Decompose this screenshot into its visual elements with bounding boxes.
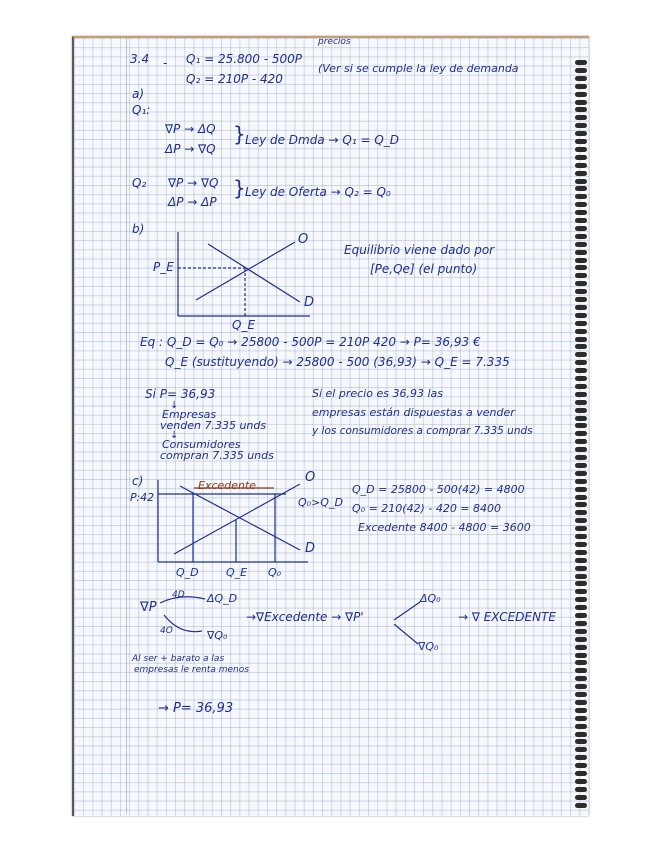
spiral-ring [575, 313, 587, 318]
price-42-label: P:42 [130, 491, 155, 504]
spiral-ring [575, 558, 587, 563]
ley-oferta: Ley de Oferta → Q₂ = Q₀ [245, 185, 391, 199]
spiral-ring [575, 447, 587, 452]
supply-label-c: O [305, 470, 316, 485]
spiral-ring [575, 526, 587, 531]
spiral-ring [575, 463, 587, 468]
tag-4d: 4D [172, 590, 185, 600]
spiral-ring [575, 179, 587, 184]
spiral-ring [575, 202, 587, 207]
spiral-ring [575, 518, 587, 523]
nabla-qo: ∇Q₀ [207, 629, 228, 642]
calc-qd: Q_D = 25800 - 500(42) = 4800 [352, 483, 525, 496]
demand-label: D [304, 295, 315, 310]
spiral-ring [575, 352, 587, 357]
spiral-ring [575, 131, 587, 136]
demand-rule-1: ∇P → ΔQ [165, 122, 216, 136]
spiral-ring [575, 747, 587, 752]
delta-qo-2: ΔQ₀ [420, 592, 441, 605]
nabla-qo-2: ∇Q₀ [418, 640, 439, 653]
spiral-ring [575, 550, 587, 555]
qe-label: Q_E [232, 318, 256, 332]
spiral-ring [575, 115, 587, 120]
spiral-ring [575, 423, 587, 428]
spiral-ring [575, 265, 587, 270]
spiral-ring [575, 755, 587, 760]
explicacion-3: y los consumidores a comprar 7.335 unds [312, 425, 533, 437]
spiral-ring [575, 668, 587, 673]
spiral-ring [575, 739, 587, 744]
spiral-ring [575, 605, 587, 610]
supply-rule-1: ∇P → ∇Q [168, 176, 219, 190]
spiral-ring [575, 637, 587, 642]
equilibrium-text-1: Equilibrio viene dado por [344, 243, 495, 257]
qo-axis-label: Q₀ [268, 566, 282, 579]
spiral-ring [575, 123, 587, 128]
spiral-ring [575, 613, 587, 618]
spiral-ring [575, 360, 587, 365]
spiral-ring [575, 297, 587, 302]
spiral-ring [575, 60, 587, 65]
spiral-ring [575, 589, 587, 594]
spiral-ring [575, 194, 587, 199]
spiral-ring [575, 581, 587, 586]
calc-qo: Q₀ = 210(42) - 420 = 8400 [352, 502, 502, 515]
spiral-ring [575, 629, 587, 634]
nota-renta: empresas le renta menos [134, 665, 249, 675]
spiral-ring [575, 226, 587, 231]
spiral-ring [575, 502, 587, 507]
spiral-ring [575, 250, 587, 255]
spiral-ring [575, 234, 587, 239]
spiral-ring [575, 455, 587, 460]
spiral-ring [575, 471, 587, 476]
spiral-ring [575, 155, 587, 160]
equilibrium-equation: Eq : Q_D = Q₀ → 25800 - 500P = 210P 420 → P= 36,93 € [140, 335, 481, 349]
spiral-ring [575, 732, 587, 737]
supply-rule-2: ΔP → ΔP [168, 195, 217, 209]
spiral-ring [575, 495, 587, 500]
demand-equation: Q₁ = 25.800 - 500P [186, 52, 303, 66]
spiral-ring [575, 439, 587, 444]
spiral-ring [575, 431, 587, 436]
spiral-ring [575, 771, 587, 776]
spiral-ring [575, 487, 587, 492]
spiral-ring [575, 329, 587, 334]
spiral-ring [575, 139, 587, 144]
part-b-label: b) [132, 222, 145, 236]
part-a-label: a) [132, 87, 145, 101]
spiral-ring [575, 242, 587, 247]
explicacion-1: Si el precio es 36,93 las [312, 387, 443, 400]
spiral-ring [575, 803, 587, 808]
empresas-label: Empresas [162, 408, 217, 421]
spiral-ring [575, 700, 587, 705]
brace-supply: } [233, 176, 246, 200]
spiral-ring [575, 218, 587, 223]
spiral-ring [575, 653, 587, 658]
spiral-ring [575, 384, 587, 389]
spiral-ring [575, 779, 587, 784]
spiral-ring [575, 210, 587, 215]
nabla-excedente-2: → ∇ EXCEDENTE [458, 610, 556, 624]
spiral-ring [575, 708, 587, 713]
spiral-ring [575, 597, 587, 602]
tag-4o: 4O [160, 626, 173, 636]
equilibrium-quantity: Q_E (sustituyendo) → 25800 - 500 (36,93) → Q_E = 7.335 [165, 355, 510, 369]
spiral-ring [575, 400, 587, 405]
qo-mayor-qd: Q₀>Q_D [298, 496, 343, 509]
equilibrium-text-2: [Pe,Qe] (el punto) [370, 262, 478, 276]
excedente-label: Excedente [198, 479, 257, 492]
spiral-ring [575, 534, 587, 539]
spiral-ring [575, 676, 587, 681]
spiral-ring [575, 416, 587, 421]
explicacion-2: empresas están dispuestas a vender [312, 406, 515, 419]
spiral-ring [575, 368, 587, 373]
spiral-ring [575, 273, 587, 278]
spiral-ring [575, 692, 587, 697]
spiral-ring [575, 795, 587, 800]
header-dash: - [163, 56, 168, 70]
arrow-down-1: ↓ [170, 400, 179, 411]
spiral-ring [575, 510, 587, 515]
arrow-down-2: ↓ [170, 430, 179, 441]
spiral-ring [575, 107, 587, 112]
spiral-ring [575, 645, 587, 650]
spiral-ring [575, 763, 587, 768]
compran-label: compran 7.335 unds [160, 449, 274, 462]
nabla-p: ∇P [140, 600, 157, 615]
spiral-ring [575, 716, 587, 721]
pe-label: P_E [153, 260, 174, 274]
spiral-ring [575, 337, 587, 342]
nota-barato: Al ser + barato a las [132, 654, 225, 664]
venden-label: venden 7.335 unds [160, 419, 267, 432]
spiral-ring [575, 574, 587, 579]
spiral-ring [575, 321, 587, 326]
ley-demanda: Ley de Dmda → Q₁ = Q_D [245, 133, 400, 147]
brace-demand: } [233, 122, 246, 146]
final-price: → P= 36,93 [158, 701, 234, 716]
surplus-graph [150, 476, 320, 576]
spiral-ring [575, 408, 587, 413]
spiral-ring [575, 542, 587, 547]
spiral-ring [575, 163, 587, 168]
demand-curve [208, 244, 300, 302]
supply-label: O [298, 232, 309, 247]
spiral-ring [575, 100, 587, 105]
spiral-ring [575, 147, 587, 152]
spiral-binding [575, 60, 589, 810]
spiral-ring [575, 258, 587, 263]
spiral-ring [575, 186, 587, 191]
supply-equation: Q₂ = 210P - 420 [186, 72, 283, 86]
spiral-ring [575, 281, 587, 286]
precios-annotation: precios [318, 37, 351, 47]
spiral-ring [575, 76, 587, 81]
spiral-ring [575, 289, 587, 294]
delta-qd: ΔQ_D [207, 592, 238, 605]
spiral-ring [575, 84, 587, 89]
calc-excedente: Excedente 8400 - 4800 = 3600 [358, 521, 531, 534]
spiral-ring [575, 787, 587, 792]
consumidores-label: Consumidores [162, 438, 241, 451]
nabla-excedente: →∇Excedente → ∇P' [246, 610, 364, 624]
spiral-ring [575, 660, 587, 665]
spiral-ring [575, 92, 587, 97]
qd-axis-label: Q_D [176, 566, 199, 579]
q1-label: Q₁: [132, 103, 151, 117]
demand-rule-2: ΔP → ∇Q [165, 142, 216, 156]
demand-label-c: D [305, 541, 316, 556]
spiral-ring [575, 621, 587, 626]
spiral-ring [575, 479, 587, 484]
spiral-ring [575, 171, 587, 176]
flow-arrows [150, 595, 230, 640]
spiral-ring [575, 566, 587, 571]
spiral-ring [575, 68, 587, 73]
spiral-ring [575, 305, 587, 310]
spiral-ring [575, 376, 587, 381]
spiral-ring [575, 724, 587, 729]
flow-arrows-2 [392, 600, 432, 648]
part-c-label: c) [132, 474, 144, 488]
spiral-ring [575, 684, 587, 689]
margin-line [126, 38, 127, 814]
spiral-ring [575, 344, 587, 349]
si-precio: Si P= 36,93 [145, 387, 216, 401]
qe-axis-label: Q_E [226, 566, 248, 579]
q2-label: Q₂ [132, 176, 147, 190]
ver-ley-demanda: (Ver si se cumple la ley de demanda [318, 62, 519, 75]
spiral-ring [575, 392, 587, 397]
exercise-number: 3.4 [130, 52, 150, 66]
